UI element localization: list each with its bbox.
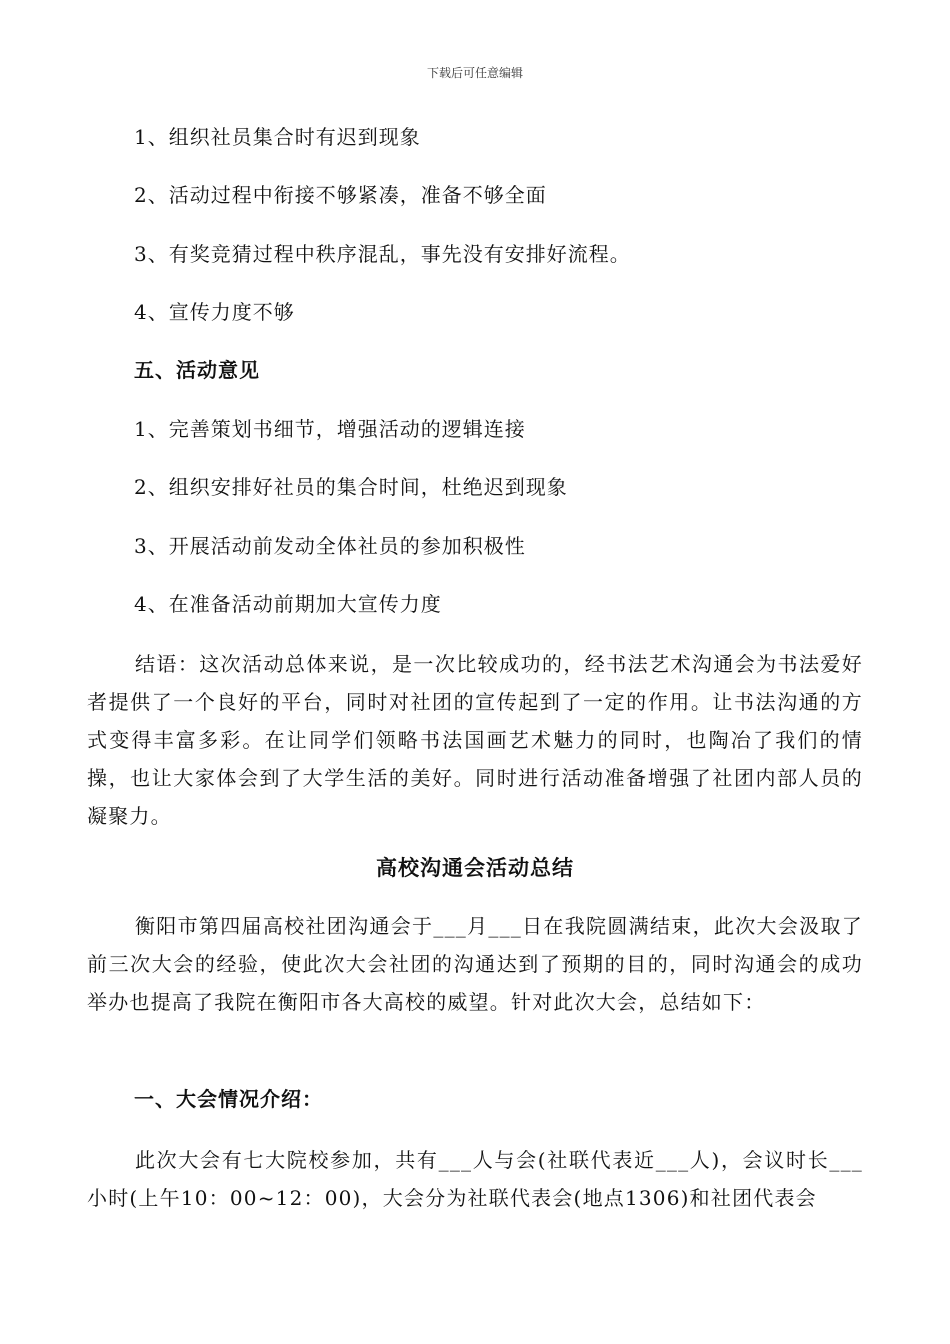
issue-item-3: 3、有奖竞猜过程中秩序混乱，事先没有安排好流程。: [134, 242, 631, 266]
section5-heading: 五、活动意见: [134, 358, 260, 382]
conclusion-paragraph: 结语：这次活动总体来说，是一次比较成功的，经书法艺术沟通会为书法爱好者提供了一个良好的平台，同时对社团的宣传起到了一定的作用。让书法沟通的方式变得丰富多彩。在让同学们领略书法国画艺术魅力的同时，也陶冶了我们的情操，也让大家体会到了大学生活的美好。同时进行活动准备增强了社团内部人员的凝聚力。: [87, 652, 863, 828]
section1-heading: 一、大会情况介绍：: [134, 1087, 323, 1111]
summary-intro-paragraph: 衡阳市第四届高校社团沟通会于___月___日在我院圆满结束，此次大会汲取了前三次大会的经验，使此次大会社团的沟通达到了预期的目的，同时沟通会的成功举办也提高了我院在衡阳市各大高校的威望。针对此次大会，总结如下：: [87, 914, 863, 1014]
issue-item-1: 1、组织社员集合时有迟到现象: [134, 125, 421, 149]
summary-title: 高校沟通会活动总结: [376, 855, 574, 880]
issue-item-2: 2、活动过程中衔接不够紧凑，准备不够全面: [134, 183, 547, 207]
suggestion-item-2: 2、组织安排好社员的集合时间，杜绝迟到现象: [134, 475, 568, 499]
suggestion-item-1: 1、完善策划书细节，增强活动的逻辑连接: [134, 417, 526, 441]
suggestion-item-4: 4、在准备活动前期加大宣传力度: [134, 592, 442, 616]
suggestion-item-3: 3、开展活动前发动全体社员的参加积极性: [134, 534, 526, 558]
page-header: 下载后可任意编辑: [426, 66, 523, 80]
section1-paragraph: 此次大会有七大院校参加，共有___人与会(社联代表近___人)，会议时长___小时(上午10：00~12：00)，大会分为社联代表会(地点1306)和社团代表会: [87, 1148, 863, 1210]
issue-item-4: 4、宣传力度不够: [134, 300, 295, 324]
